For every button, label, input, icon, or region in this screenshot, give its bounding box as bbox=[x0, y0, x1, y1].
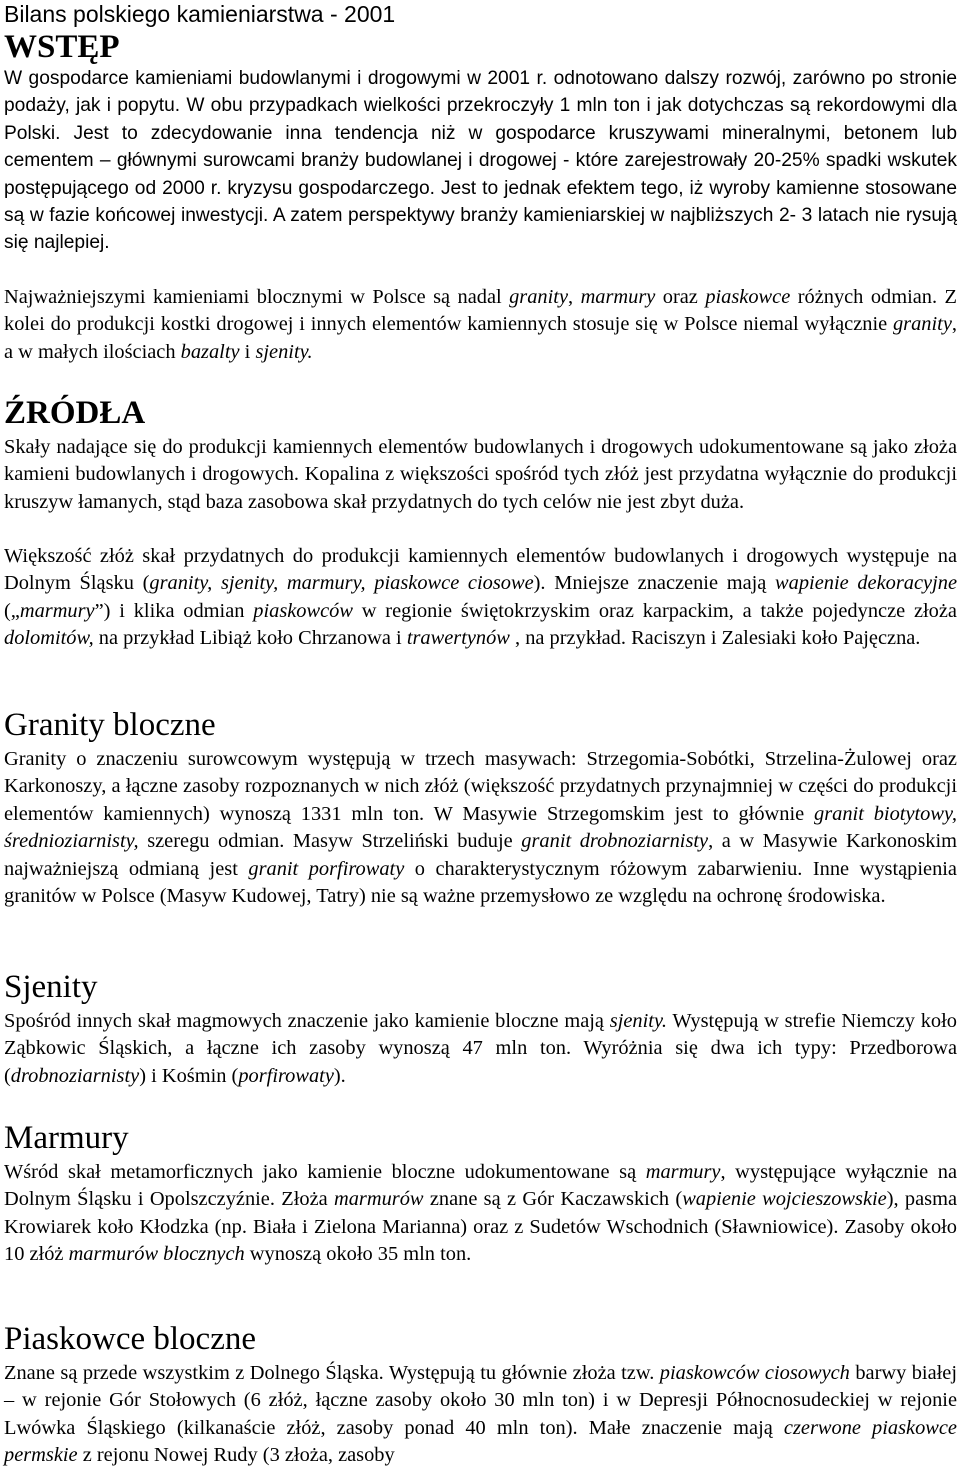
document-title: Bilans polskiego kamieniarstwa - 2001 bbox=[4, 1, 396, 27]
text-run: o charakterystycznym różowym zabarwieniu. Inne wystąpienia granitów w Polsce (Masyw Kudowej, Tatry) nie są ważne przemysłowo ze względu na ochronę środowiska. bbox=[4, 857, 957, 908]
text-run: barwy białej – w rejonie Gór Stołowych (6 złóż, łączne zasoby około 30 mln ton) i w Depresji Północnosudeckiej w rejonie Lwówka Śląskiego (kilkanaście złóż, zasoby ponad 40 mln ton). Małe znaczenie mają bbox=[4, 1362, 958, 1439]
italic-term: piaskowce bbox=[705, 286, 791, 308]
text-run: , a w małych ilościach bbox=[4, 313, 957, 363]
text-run: Występują w strefie Niemczy koło Ząbkowic Śląskich, a łączne ich zasoby wynoszą 47 mln ton. Wyróżnia się dwa ich typy: Przedborowa ( bbox=[4, 1010, 957, 1087]
italic-term: sjenity. bbox=[255, 340, 313, 363]
italic-term: bazalty bbox=[180, 340, 240, 363]
paragraph bbox=[4, 543, 957, 653]
paragraph bbox=[4, 1159, 957, 1269]
text-run: ). Mniejsze znaczenie mają bbox=[533, 572, 776, 595]
text-run: w regionie świętokrzyskim oraz karpackim, a także pojedyncze złoża bbox=[352, 599, 957, 622]
text-run: ”) i klika odmian bbox=[94, 599, 254, 622]
italic-term: granity bbox=[509, 286, 569, 308]
italic-term: czerwone piaskowce permskie bbox=[4, 1416, 957, 1467]
italic-term: trawertynów bbox=[406, 627, 510, 650]
paragraph bbox=[4, 434, 957, 516]
italic-term: wapienie dekoracyjne bbox=[775, 572, 957, 595]
italic-term: marmurów blocznych bbox=[68, 1243, 245, 1266]
section-heading-zrodla: ŹRÓDŁA bbox=[4, 395, 146, 431]
italic-term: granit porfirowaty bbox=[248, 857, 405, 880]
text-run: ), pasma Krowiarek koło Kłodzka (np. Biała i Zielona Marianna) oraz z Sudetów Wschodnich (Sławniowice). Zasoby około 10 złóż bbox=[4, 1188, 958, 1266]
section-heading-granity: Granity bloczne bbox=[4, 707, 216, 743]
text-run: , bbox=[568, 286, 581, 308]
text-run: Znane są przede wszystkim z Dolnego Śląska. Występują tu głównie złoża tzw. bbox=[4, 1362, 660, 1384]
italic-term: marmury bbox=[580, 286, 656, 308]
text-run: z rejonu Nowej Rudy (3 złoża, zasoby bbox=[77, 1444, 395, 1467]
text-run: , występujące wyłącznie na Dolnym Śląsku i Opolszczyźnie. Złoża bbox=[4, 1161, 957, 1211]
section-heading-sjenity: Sjenity bbox=[4, 969, 98, 1005]
section-heading-marmury: Marmury bbox=[4, 1120, 129, 1156]
paragraph bbox=[4, 284, 957, 366]
paragraph bbox=[4, 1360, 957, 1470]
italic-term: sjenity. bbox=[609, 1010, 667, 1032]
text-run: Spośród innych skał magmowych znaczenie jako kamienie bloczne mają bbox=[4, 1010, 610, 1032]
section-heading-wstep: WSTĘP bbox=[4, 29, 120, 65]
paragraph bbox=[4, 1008, 957, 1090]
text-run: („ bbox=[4, 599, 20, 622]
italic-term: granit drobnoziarnisty bbox=[521, 830, 709, 853]
italic-term: granity, sjenity, marmury, piaskowce ciosowe bbox=[149, 572, 534, 595]
text-run: Większość złóż skał przydatnych do produkcji kamiennych elementów budowlanych i drogowych występuje na Dolnym Śląsku ( bbox=[4, 545, 957, 595]
text-run: Wśród skał metamorficznych jako kamienie bloczne udokumentowane są bbox=[4, 1161, 646, 1183]
text-run: ). bbox=[333, 1064, 346, 1087]
italic-term: granity bbox=[892, 313, 952, 336]
text-run: szeregu odmian. Masyw Strzeliński buduje bbox=[138, 830, 522, 853]
text-run: Granity o znaczeniu surowcowym występują w trzech masywach: Strzegomia-Sobótki, Strzelina-Żulowej oraz Karkonoszy, a łączne zasoby rozpoznanych w nich złóż (większość przydatnych przynajmniej w części do produkcji elementów kamiennych) wynoszą 1331 mln ton. W Masywie Strzegomskim jest to głównie bbox=[4, 748, 957, 825]
section-heading-piaskowce: Piaskowce bloczne bbox=[4, 1321, 256, 1357]
text-run: , na przykład. Raciszyn i Zalesiaki koło Pajęczna. bbox=[509, 627, 921, 650]
text-run: oraz bbox=[655, 286, 706, 308]
text-run: na przykład Libiąż koło Chrzanowa i bbox=[93, 627, 407, 650]
italic-term: dolomitów, bbox=[4, 627, 94, 650]
text-run: , a w Masywie Karkonoskim najważniejszą odmianą jest bbox=[4, 830, 957, 880]
text-run: i bbox=[239, 340, 256, 363]
italic-term: marmury bbox=[645, 1161, 721, 1183]
text-run: ) i Kośmin ( bbox=[139, 1064, 239, 1087]
text-run: Najważniejszymi kamieniami blocznymi w Polsce są nadal bbox=[4, 286, 510, 308]
text-run: znane są z Gór Kaczawskich ( bbox=[423, 1188, 683, 1211]
text-run: wynoszą około 35 mln ton. bbox=[244, 1243, 472, 1266]
text-run: Skały nadające się do produkcji kamiennych elementów budowlanych i drogowych udokumentowane są jako złoża kamieni budowlanych i drogowych. Kopalina z większości spośród tych złóż jest przydatna wyłącznie do produkcji kruszyw łamanych, stąd baza zasobowa skał przydatnych do tych celów nie jest zbyt duża. bbox=[4, 436, 957, 513]
italic-term: marmurów bbox=[334, 1188, 424, 1211]
paragraph bbox=[4, 65, 957, 257]
italic-term: drobnoziarnisty bbox=[10, 1064, 140, 1087]
italic-term: piaskowców ciosowych bbox=[659, 1362, 850, 1384]
text-run: W gospodarce kamieniami budowlanymi i drogowymi w 2001 r. odnotowano dalszy rozwój, zarówno po stronie podaży, jak i popytu. W obu przypadkach wielkości przekroczyły 1 mln ton i jak dotychczas są rekordowymi dla Polski. Jest to zdecydowanie inna tendencja niż w gospodarce kruszywami mineralnymi, betonem lub cementem – głównymi surowcami branży budowlanej i drogowej - które zarejestrowały 20-25% spadki wskutek postępującego od 2000 r. kryzysu gospodarczego. Jest to jednak efektem tego, iż wyroby kamienne stosowane są w fazie końcowej inwestycji. A zatem perspektywy branży kamieniarskiej w najbliższych 2- 3 latach nie rysują się najlepiej. bbox=[4, 68, 957, 254]
italic-term: porfirowaty bbox=[238, 1064, 334, 1087]
italic-term: piaskowców bbox=[253, 599, 353, 622]
paragraph bbox=[4, 746, 957, 910]
italic-term: wapienie wojcieszowskie bbox=[682, 1188, 887, 1211]
italic-term: granit biotytowy, średnioziarnisty, bbox=[4, 802, 957, 853]
text-run: różnych odmian. Z kolei do produkcji kostki drogowej i innych elementów kamiennych stosuje się w Polsce niemal wyłącznie bbox=[4, 286, 957, 336]
italic-term: marmury bbox=[19, 599, 95, 622]
